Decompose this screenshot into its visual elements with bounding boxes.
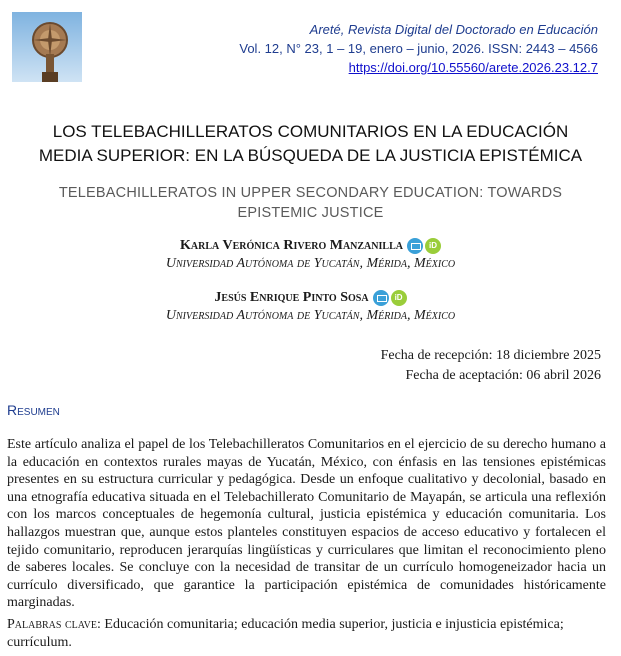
resumen-heading: Resumen xyxy=(7,402,60,418)
journal-logo xyxy=(12,12,82,82)
orcid-icon[interactable]: iD xyxy=(425,238,441,254)
abstract-text: Este artículo analiza el papel de los Telebachilleratos Comunitarios en el ejercicio de su derecho humano a la educación en contextos rurales mayas de Yucatán, México, con énfasis en las tensiones epistémicas presentes en su estructura curricular y pedagógica. Desde un enfoque cualitativo y decolonial, basado en una etnografía educativa situada en el Telebachillerato Comunitario de Mayapán, se articula una reflexión con los marcos conceptuales de hegemonía cultural, justicia epistémica y educación comunitaria. Los hallazgos muestran que, aunque estos planteles constituyen espacios de acceso educativo y fortalecen el tejido comunitario, reproducen jerarquías lingüísticas y curriculares que limitan el reconocimiento pleno de saberes locales. Se concluye con la necesidad de transitar de un currículo homogeneizador hacia un currículo diversificado, que garantice la participación epistémica de comunidades históricamente marginadas. xyxy=(7,437,606,611)
title-line-1: LOS TELEBACHILLERATOS COMUNITARIOS EN LA EDUCACIÓN xyxy=(52,122,569,141)
title-line-2: MEDIA SUPERIOR: EN LA BÚSQUEDA DE LA JUSTICIA EPISTÉMICA xyxy=(38,146,583,165)
dates-block xyxy=(381,346,601,386)
journal-name: Areté, Revista Digital del Doctorado en Educación xyxy=(309,22,598,37)
article-subtitle xyxy=(0,183,621,223)
keywords-label: Palabras clave: xyxy=(7,617,101,632)
received-date: Fecha de recepción: 18 diciembre 2025 xyxy=(380,348,601,363)
subtitle-line-1: TELEBACHILLERATOS IN UPPER SECONDARY EDUCATION: TOWARDS xyxy=(58,185,563,201)
subtitle-line-2: EPISTEMIC JUSTICE xyxy=(237,205,384,221)
doi-link[interactable]: https://doi.org/10.55560/arete.2026.23.12.7 xyxy=(348,60,598,75)
orcid-icon[interactable]: iD xyxy=(391,290,407,306)
author-block xyxy=(0,288,621,326)
journal-header xyxy=(239,20,598,77)
author-name: Jesús Enrique Pinto Sosa xyxy=(214,290,369,305)
author-affiliation: Universidad Autónoma de Yucatán, Mérida, México xyxy=(165,256,456,272)
citation: Vol. 12, N° 23, 1 – 19, enero – junio, 2026. ISSN: 2443 – 4566 xyxy=(239,41,598,56)
author-name: Karla Verónica Rivero Manzanilla xyxy=(180,238,403,253)
mail-icon[interactable] xyxy=(373,290,389,306)
keywords-text: Educación comunitaria; educación media superior, justicia e injusticia epistémica; currículum. xyxy=(7,617,564,650)
author-block xyxy=(0,236,621,274)
article-title xyxy=(0,120,621,168)
keywords xyxy=(7,616,606,651)
author-affiliation: Universidad Autónoma de Yucatán, Mérida, México xyxy=(165,308,456,324)
accepted-date: Fecha de aceptación: 06 abril 2026 xyxy=(405,368,601,383)
mail-icon[interactable] xyxy=(407,238,423,254)
